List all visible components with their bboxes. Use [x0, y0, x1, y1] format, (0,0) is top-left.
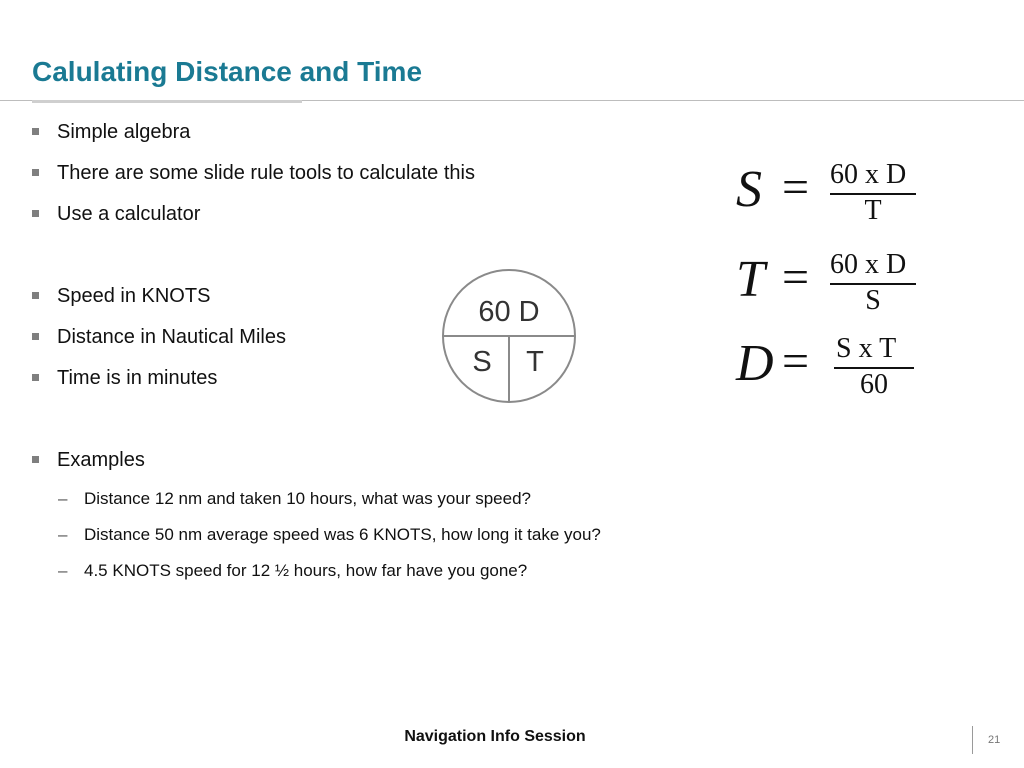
- formula-equals: =: [782, 335, 810, 388]
- footer-title: Navigation Info Session: [404, 728, 586, 745]
- page-number: 21: [988, 734, 1001, 746]
- slide-title: Calulating Distance and Time: [32, 56, 423, 87]
- square-bullet-icon: [32, 169, 39, 176]
- formula-lhs: D: [736, 335, 774, 392]
- square-bullet-icon: [32, 292, 39, 299]
- formula-denominator: S: [865, 285, 881, 316]
- formula-time: [736, 250, 936, 330]
- formula-numerator: 60 x D: [830, 159, 907, 190]
- formula-equals: =: [782, 251, 810, 304]
- wheel-top-label: 60 D: [478, 296, 540, 328]
- formula-distance: [736, 334, 936, 414]
- square-bullet-icon: [32, 456, 39, 463]
- formula-speed: [736, 160, 936, 240]
- formula-lhs: T: [736, 251, 765, 308]
- formula-denominator: 60: [860, 369, 888, 400]
- title-accent-bar: [32, 100, 302, 103]
- formula-numerator: 60 x D: [830, 249, 907, 280]
- speed-distance-time-wheel: [440, 267, 578, 405]
- formula-numerator: S x T: [836, 333, 897, 364]
- footer-divider: [972, 726, 973, 754]
- wheel-diagram: [440, 267, 578, 405]
- formula-denominator: T: [864, 195, 882, 226]
- formula-lhs: S: [736, 161, 762, 218]
- square-bullet-icon: [32, 210, 39, 217]
- square-bullet-icon: [32, 128, 39, 135]
- square-bullet-icon: [32, 333, 39, 340]
- formula-equals: =: [782, 161, 810, 214]
- square-bullet-icon: [32, 374, 39, 381]
- wheel-left-label: S: [472, 346, 492, 378]
- wheel-right-label: T: [526, 346, 544, 378]
